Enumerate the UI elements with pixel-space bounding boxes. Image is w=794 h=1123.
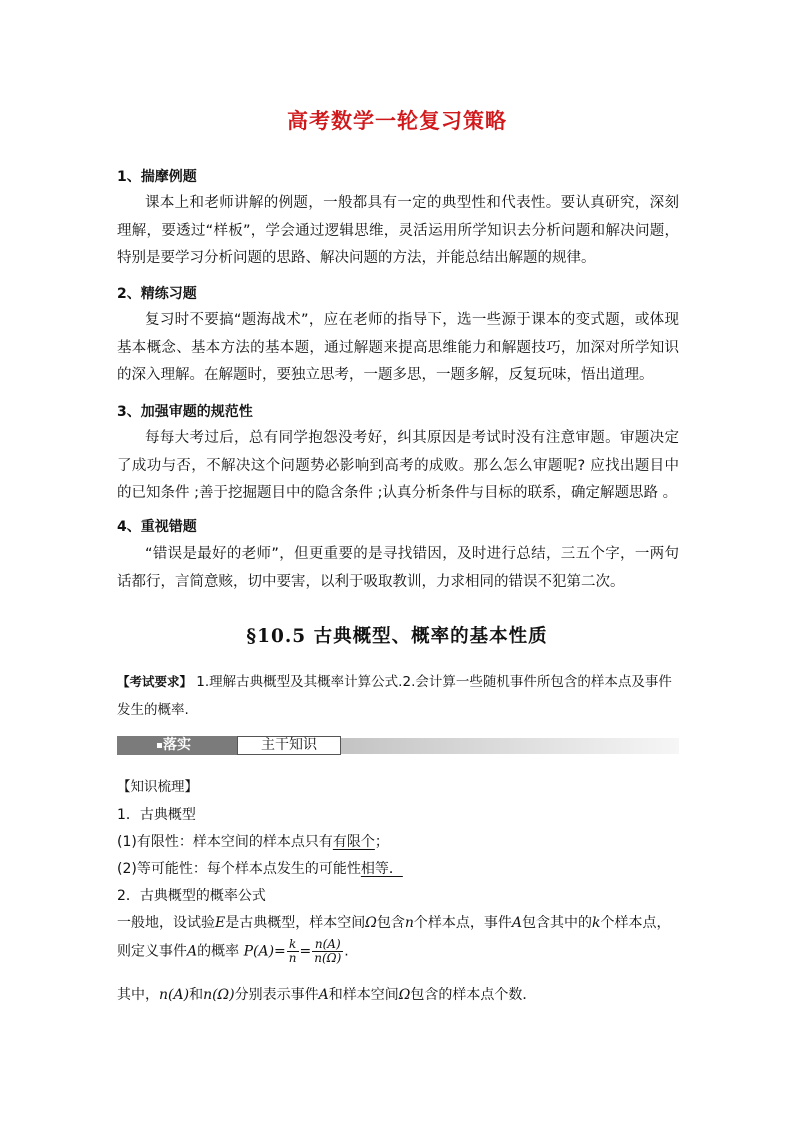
section-paragraph-2: 复习时不要搞“题海战术”，应在老师的指导下，选一些源于课本的变式题，或体现基本概念、基本方法的基本题，通过解题来提高思维能力和解题技巧，加深对所学知识的深入理解。在解题时，要独立思考，一题多思，一题多解，反复玩味，悟出道理。 <box>117 312 679 383</box>
formula-lhs: P(A)= <box>243 943 286 960</box>
section-paragraph-4: “错误是最好的老师”，但更重要的是寻找错因，及时进行总结，三五个字，一两句话都行，言简意赅，切中要害，以利于吸取教训，力求相同的错误不犯第二次。 <box>117 546 679 590</box>
knowledge-header: 【知识梳理】 <box>117 779 198 795</box>
formula-intro-text: 是古典概型，样本空间 <box>225 915 366 931</box>
section-heading-3: 3、加强审题的规范性 <box>117 404 253 420</box>
fraction-na-over-nomega <box>312 938 343 965</box>
footnote-text: 和 <box>189 987 204 1003</box>
formula-text: 的概率 <box>197 943 240 960</box>
item-1b-blank: 相等． <box>360 861 403 877</box>
banner-left-tab <box>117 736 237 755</box>
formula-intro-text: 包含 <box>376 915 405 931</box>
formula-intro-text: 个样本点，事件 <box>413 915 512 931</box>
footnote-text: 和样本空间 <box>328 987 399 1003</box>
knowledge-item-1-title: 1．古典概型 <box>117 807 196 823</box>
banner-left-label: 落实 <box>163 737 191 753</box>
footnote-text: 其中， <box>117 987 159 1003</box>
formula-footnote <box>117 984 536 1004</box>
footnote-text: 分别表示事件 <box>234 987 319 1003</box>
var-e: E <box>215 915 226 931</box>
var-a: A <box>511 915 522 931</box>
fraction-denominator: n <box>288 951 297 965</box>
fraction-denominator: n(Ω) <box>314 951 342 965</box>
banner-right-label: 主干知识 <box>261 737 317 753</box>
item-1a-prefix: (1)有限性：样本空间的样本点只有 <box>117 834 333 850</box>
section-paragraph-1: 课本上和老师讲解的例题，一般都具有一定的典型性和代表性。要认真研究，深刻理解，要透过“样板”，学会通过逻辑思维，灵活运用所学知识去分析问题和解决问题，特别是要学习分析问题的思路、解决问题的方法，并能总结出解题的规律。 <box>117 195 679 266</box>
formula-intro-text: 一般地，设试验 <box>117 915 215 931</box>
item-1a-suffix: ； <box>374 834 389 850</box>
var-na: n(A) <box>159 987 190 1003</box>
section-heading-4: 4、重视错题 <box>117 519 197 535</box>
formula-text: 则定义事件 <box>117 943 187 960</box>
item-1b-prefix: (2)等可能性：每个样本点发生的可能性 <box>117 861 361 877</box>
square-bullet-icon <box>157 743 162 748</box>
section-heading-2: 2、精练习题 <box>117 286 197 302</box>
knowledge-item-2-title: 2．古典概型的概率公式 <box>117 888 266 904</box>
formula-period: . <box>344 943 349 960</box>
var-omega: Ω <box>365 915 377 931</box>
exam-requirement-label: 【考试要求】 <box>117 674 193 689</box>
var-k: k <box>592 915 601 931</box>
var-nomega: n(Ω) <box>203 987 235 1003</box>
probability-formula <box>117 938 349 965</box>
banner-right-tab <box>237 736 341 755</box>
footnote-text: 包含的样本点个数． <box>410 987 537 1003</box>
formula-intro <box>117 912 670 932</box>
fraction-numerator: n(A) <box>312 938 343 952</box>
fraction-numerator: k <box>287 938 299 952</box>
var-omega: Ω <box>398 987 411 1003</box>
equals-sign: = <box>299 943 312 960</box>
item-1a-blank: 有限个 <box>332 834 375 850</box>
var-a: A <box>187 943 198 960</box>
formula-intro-text: 包含其中的 <box>522 915 592 931</box>
formula-intro-text: 个样本点， <box>600 915 671 931</box>
exam-requirement <box>117 668 679 724</box>
knowledge-item-1a <box>117 831 389 851</box>
section-paragraph-3: 每每大考过后，总有同学抱怨没考好，纠其原因是考试时没有注意审题。审题决定了成功与否，不解决这个问题势必影响到高考的成败。那么怎么审题呢? 应找出题目中的已知条件 ;善于挖掘题目中的隐含条件 ;认真分析条件与目标的联系，确定解题思路 。 <box>117 430 679 501</box>
section-banner <box>117 736 679 758</box>
exam-requirement-text: 1.理解古典概型及其概率计算公式.2.会计算一些随机事件所包含的样本点及事件发生的概率. <box>117 674 672 718</box>
var-a: A <box>318 987 329 1003</box>
knowledge-item-1b <box>117 858 403 878</box>
var-n: n <box>404 915 414 931</box>
page-title: 高考数学一轮复习策略 <box>287 109 507 133</box>
chapter-section-title: §10.5 古典概型、概率的基本性质 <box>246 626 548 647</box>
fraction-k-over-n <box>287 938 299 965</box>
section-heading-1: 1、揣摩例题 <box>117 169 197 185</box>
